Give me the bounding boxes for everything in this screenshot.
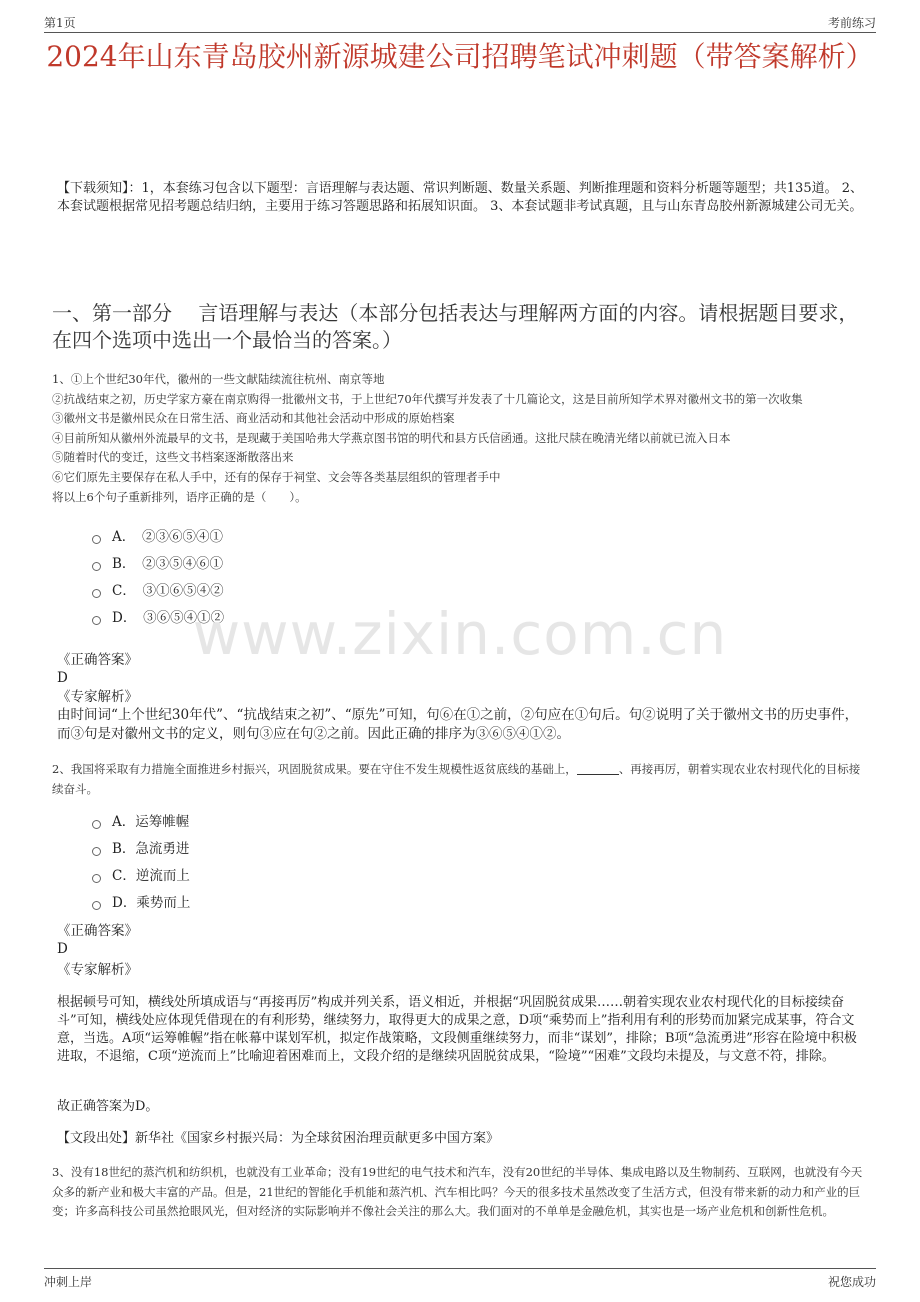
- q2-option-a[interactable]: [92, 813, 189, 831]
- option-label: A．运筹帷幄: [112, 814, 190, 830]
- q1-option-c[interactable]: [92, 582, 224, 600]
- q1-analysis: 由时间词“上个世纪30年代”、“抗战结束之初”、“原先”可知，句⑥在①之前，②句应在①句后。句②说明了关于徽州文书的历史事件，而③句是对徽州文书的定义，则句③应在句②之前。因此正确的排序为③⑥⑤④①②。: [57, 707, 859, 742]
- q2-answer-label: 《正确答案》: [57, 923, 138, 939]
- stem-line: ④目前所知从徽州外流最早的文书，是现藏于美国哈弗大学燕京图书馆的明代和县方氏信函通。这批尺牍在晚清光绪以前就已流入日本: [52, 430, 731, 445]
- q2-analysis: 根据顿号可知，横线处所填成语与“再接再厉”构成并列关系，语义相近，并根据“巩固脱贫成果……朝着实现农业农村现代化的目标接续奋斗”可知，横线处应体现凭借现在的有利形势，继续努力，取得更大的成果之意，D项“乘势而上”指利用有利的形势而加紧完成某事，符合文意，当选。A项“运筹帷幄”指在帐幕中谋划军机，拟定作战策略，文段侧重继续努力，而非“谋划”，排除；B项“急流勇进”形容在险境中积极进取，不退缩，C项“逆流而上”比喻迎着困难而上，文段介绍的是继续巩固脱贫成果，“险境”“困难”文段均未提及，与文意不符，排除。: [57, 995, 857, 1064]
- stem-line: 1、①上个世纪30年代，徽州的一些文献陆续流往杭州、南京等地: [52, 372, 385, 386]
- document-title: 2024年山东青岛胶州新源城建公司招聘笔试冲刺题（带答案解析）: [46, 40, 874, 73]
- q2-option-c[interactable]: [92, 867, 190, 885]
- section-heading: 一、第一部分 言语理解与表达（本部分包括表达与理解两方面的内容。请根据题目要求，在四个选项中选出一个最恰当的答案。）: [52, 301, 859, 352]
- stem-part: 、再接再厉，朝着实现农业农村现代化的目标接续奋斗。: [52, 762, 861, 796]
- q2-option-b[interactable]: [92, 840, 189, 858]
- q2-answer: D: [57, 941, 68, 957]
- radio-icon[interactable]: [92, 820, 101, 829]
- q1-option-b[interactable]: [92, 555, 223, 573]
- radio-icon[interactable]: [92, 901, 101, 910]
- option-label: D．乘势而上: [112, 895, 191, 911]
- stem-line: ⑤随着时代的变迁，这些文书档案逐渐散落出来: [52, 450, 294, 465]
- option-label: B．急流勇进: [112, 841, 190, 857]
- option-label: B． ②③⑤④⑥①: [112, 556, 224, 572]
- option-label: A． ②③⑥⑤④①: [112, 529, 223, 545]
- stem-line: ②抗战结束之初，历史学家方豪在南京购得一批徽州文书，于上世纪70年代撰写并发表了十几篇论文，这是目前所知学术界对徽州文书的第一次收集: [52, 391, 803, 406]
- q1-answer: D: [57, 670, 68, 686]
- radio-icon[interactable]: [92, 562, 101, 571]
- radio-icon[interactable]: [92, 847, 101, 856]
- stem-part: 2、我国将采取有力措施全面推进乡村振兴，巩固脱贫成果。要在守住不发生规模性返贫底线的基础上，: [52, 762, 577, 776]
- option-label: D． ③⑥⑤④①②: [112, 610, 225, 626]
- stem-line: 将以上6个句子重新排列，语序正确的是（ ）。: [52, 489, 307, 504]
- question-3-stem: 3、没有18世纪的蒸汽机和纺织机，也就没有工业革命；没有19世纪的电气技术和汽车，没有20世纪的半导体、集成电路以及生物制药、互联网，也就没有今天众多的新产业和极大丰富的产品。但是，21世纪的智能化手机能和蒸汽机、汽车相比吗？今天的很多技术虽然改变了生活方式，但没有带来新的动力和产业的巨变；许多高科技公司虽然抢眼风光，但对经济的实际影响并不像社会关注的那么大。我们面对的不单单是金融危机，其实也是一场产业危机和创新性危机。: [52, 1165, 863, 1219]
- q2-analysis-label: 《专家解析》: [57, 962, 138, 978]
- option-label: C． ③①⑥⑤④②: [112, 583, 224, 599]
- radio-icon[interactable]: [92, 874, 101, 883]
- page-number: 第1页: [44, 16, 76, 30]
- q2-source: 【文段出处】新华社《国家乡村振兴局：为全球贫困治理贡献更多中国方案》: [57, 1131, 500, 1146]
- question-2-stem: [52, 760, 867, 799]
- watermark: www.zixin.com.cn: [192, 600, 728, 668]
- q1-analysis-label: 《专家解析》: [57, 689, 138, 705]
- footer-left: 冲刺上岸: [44, 1275, 93, 1289]
- stem-line: ③徽州文书是徽州民众在日常生活、商业活动和其他社会活动中形成的原始档案: [52, 411, 455, 426]
- radio-icon[interactable]: [92, 589, 101, 598]
- header-tag: 考前练习: [827, 16, 876, 30]
- footer-divider: [44, 1268, 876, 1269]
- fill-blank: [577, 762, 619, 775]
- stem-line: ⑥它们原先主要保存在私人手中，还有的保存于祠堂、文会等各类基层组织的管理者手中: [52, 469, 501, 484]
- header-divider: [44, 32, 876, 33]
- radio-icon[interactable]: [92, 535, 101, 544]
- q2-option-d[interactable]: [92, 894, 190, 912]
- q1-answer-label: 《正确答案》: [57, 652, 138, 668]
- question-1-stem: [52, 370, 867, 507]
- download-notice: 【下载须知】：1，本套练习包含以下题型：言语理解与表达题、常识判断题、数量关系题、判断推理题和资料分析题等题型；共135道。 2、本套试题根据常见招考题总结归纳，主要用于练习答题思路和拓展知识面。 3、本套试题非考试真题，且与山东青岛胶州新源城建公司无关。: [57, 181, 863, 214]
- q1-option-a[interactable]: [92, 528, 223, 546]
- q2-conclusion: 故正确答案为D。: [57, 1099, 159, 1114]
- footer-right: 祝您成功: [827, 1275, 876, 1289]
- option-label: C．逆流而上: [112, 868, 190, 884]
